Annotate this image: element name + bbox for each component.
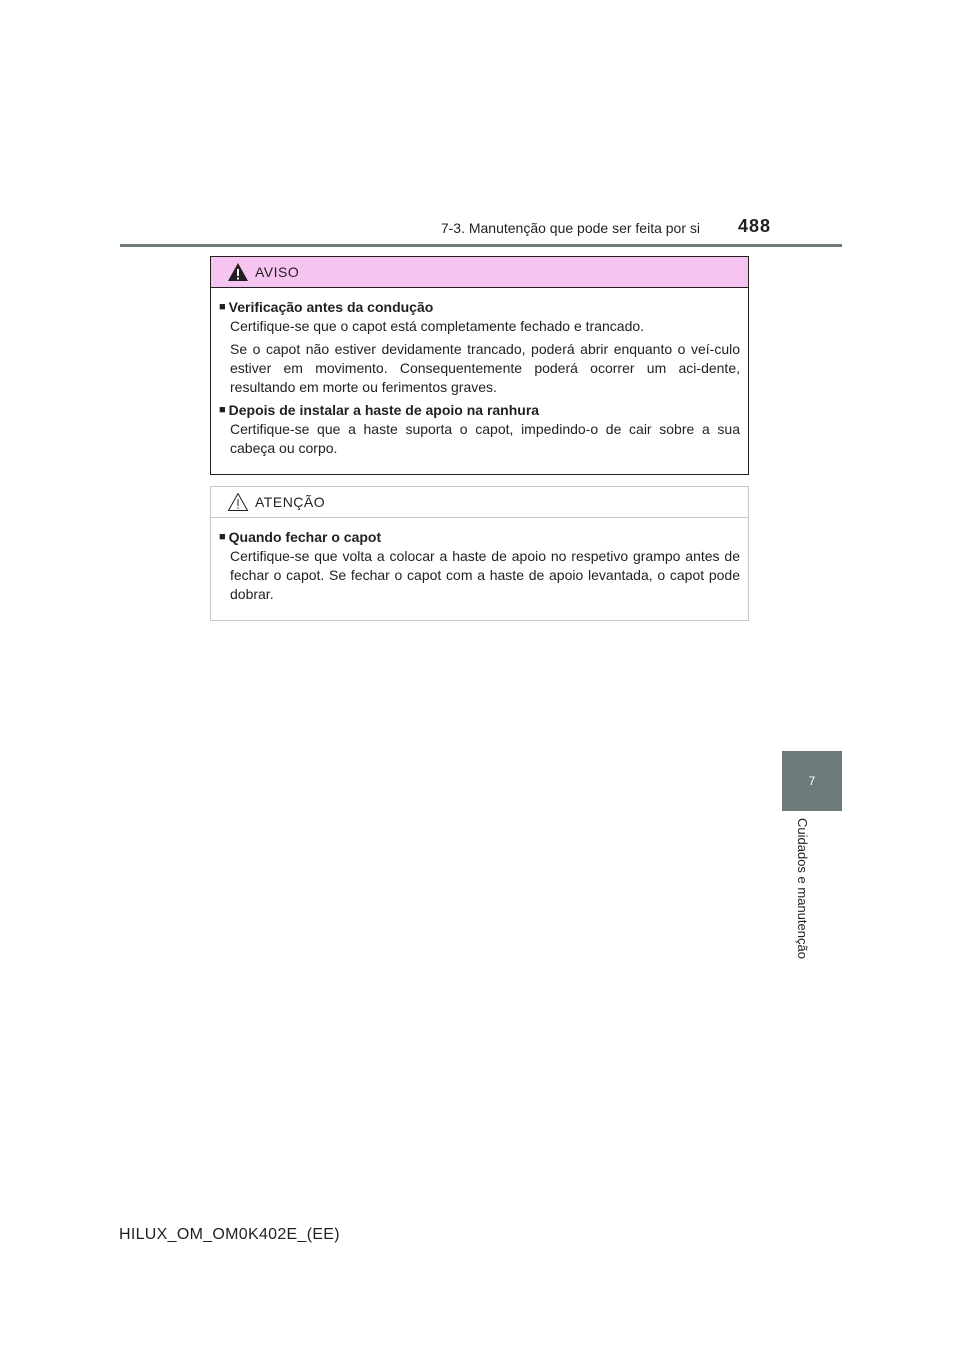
chapter-title-text: Cuidados e manutenção bbox=[795, 818, 810, 959]
warning-item-heading: Verificação antes da condução bbox=[228, 299, 434, 315]
document-code: HILUX_OM_OM0K402E_(EE) bbox=[119, 1226, 340, 1243]
caution-box-body bbox=[211, 518, 748, 604]
warning-item-paragraph: Certifique-se que o capot está completamente fechado e trancado. bbox=[230, 318, 645, 334]
warning-item-heading: Depois de instalar a haste de apoio na ranhura bbox=[228, 402, 540, 418]
warning-triangle-outline-icon bbox=[227, 492, 249, 512]
warning-item bbox=[219, 298, 740, 397]
caution-item-heading: Quando fechar o capot bbox=[228, 529, 382, 545]
warning-box bbox=[210, 256, 749, 475]
caution-box-title: ATENÇÃO bbox=[255, 494, 326, 510]
page-number: 488 bbox=[738, 216, 772, 236]
bullet-icon: ■ bbox=[219, 531, 226, 543]
chapter-tab: 7 bbox=[782, 751, 842, 811]
caution-box-header bbox=[211, 487, 748, 518]
header-rule bbox=[120, 244, 842, 247]
caution-box bbox=[210, 486, 749, 621]
section-title: 7-3. Manutenção que pode ser feita por si bbox=[440, 220, 700, 236]
warning-box-title: AVISO bbox=[255, 264, 300, 280]
warning-item bbox=[219, 401, 740, 458]
warning-item-paragraph: Certifique-se que a haste suporta o capot, impedindo-o de cair sobre a sua cabeça ou corpo. bbox=[230, 421, 740, 456]
bullet-icon: ■ bbox=[219, 404, 226, 416]
warning-triangle-filled-icon bbox=[227, 262, 249, 282]
warning-item-paragraph: Se o capot não estiver devidamente trancado, poderá abrir enquanto o veí-culo estiver em movimento. Consequentemente poderá ocorrer um aci-dente, resultando em morte ou ferimentos graves. bbox=[230, 341, 740, 395]
bullet-icon: ■ bbox=[219, 301, 226, 313]
warning-box-header bbox=[211, 257, 748, 288]
caution-item bbox=[219, 528, 740, 604]
caution-item-paragraph: Certifique-se que volta a colocar a haste de apoio no respetivo grampo antes de fechar o capot. Se fechar o capot com a haste de apoio levantada, o capot pode dobrar. bbox=[230, 548, 740, 602]
warning-box-body bbox=[211, 288, 748, 458]
chapter-title bbox=[782, 818, 810, 988]
